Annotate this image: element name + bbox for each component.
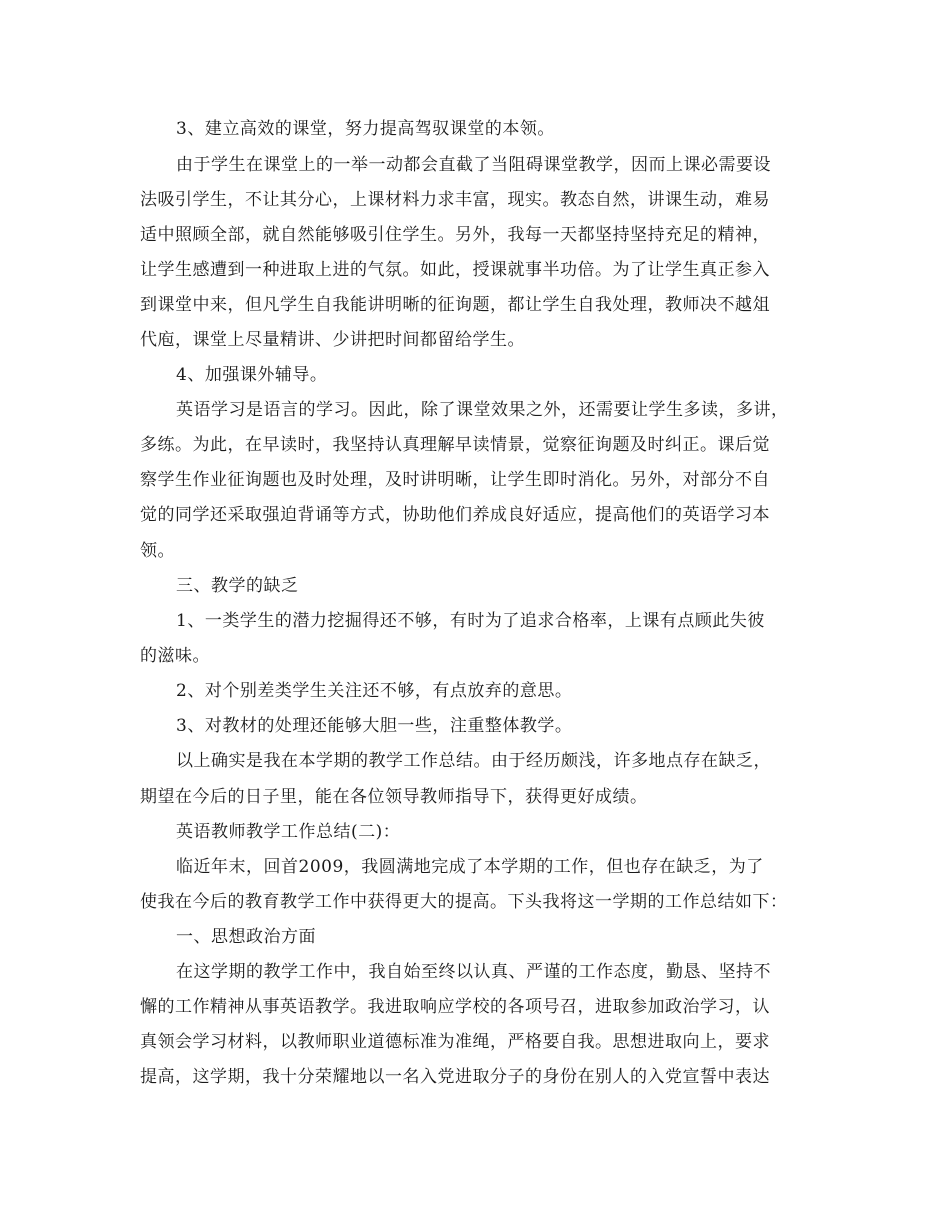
text-line: 在这学期的教学工作中，我自始至终以认真、严谨的工作态度，勤恳、坚持不 xyxy=(176,962,771,982)
text-line: 领。 xyxy=(140,541,175,561)
text-line: 一、思想政治方面 xyxy=(176,927,316,947)
text-line: 英语教师教学工作总结(二)： xyxy=(176,822,401,842)
text-line: 多练。为此，在早读时，我坚持认真理解早读情景，觉察征询题及时纠正。课后觉 xyxy=(140,435,770,455)
text-line: 懈的工作精神从事英语教学。我进取响应学校的各项号召，进取参加政治学习，认 xyxy=(140,997,770,1017)
text-line: 4、加强课外辅导。 xyxy=(176,365,328,385)
text-line: 1、一类学生的潜力挖掘得还不够，有时为了追求合格率，上课有点顾此失彼 xyxy=(176,611,765,631)
text-line: 临近年末，回首2009，我圆满地完成了本学期的工作，但也存在缺乏，为了 xyxy=(176,857,764,877)
text-line: 的滋味。 xyxy=(140,646,210,666)
text-line: 2、对个别差类学生关注还不够，有点放弃的意思。 xyxy=(176,681,573,701)
text-line: 代庖，课堂上尽量精讲、少讲把时间都留给学生。 xyxy=(140,330,525,350)
text-line: 提高，这学期，我十分荣耀地以一名入党进取分子的身份在别人的入党宣誓中表达 xyxy=(140,1067,770,1087)
text-line: 3、对教材的处理还能够大胆一些，注重整体教学。 xyxy=(176,716,573,736)
text-line: 到课堂中来，但凡学生自我能讲明晰的征询题，都让学生自我处理，教师决不越俎 xyxy=(140,295,770,315)
text-line: 以上确实是我在本学期的教学工作总结。由于经历颇浅，许多地点存在缺乏， xyxy=(176,751,771,771)
text-line: 由于学生在课堂上的一举一动都会直截了当阻碍课堂教学，因而上课必需要设 xyxy=(176,155,771,175)
text-line: 三、教学的缺乏 xyxy=(176,576,299,596)
text-line: 适中照顾全部，就自然能够吸引住学生。另外，我每一天都坚持坚持充足的精神， xyxy=(140,225,770,245)
text-line: 期望在今后的日子里，能在各位领导教师指导下，获得更好成绩。 xyxy=(140,787,648,807)
text-line: 使我在今后的教育教学工作中获得更大的提高。下头我将这一学期的工作总结如下： xyxy=(140,892,788,912)
text-line: 3、建立高效的课堂，努力提高驾驭课堂的本领。 xyxy=(176,119,555,139)
text-line: 法吸引学生，不让其分心，上课材料力求丰富，现实。教态自然，讲课生动，难易 xyxy=(140,190,770,210)
text-line: 察学生作业征询题也及时处理，及时讲明晰，让学生即时消化。另外，对部分不自 xyxy=(140,470,770,490)
text-line: 让学生感遭到一种进取上进的气氛。如此，授课就事半功倍。为了让学生真正参入 xyxy=(140,260,770,280)
text-line: 英语学习是语言的学习。因此，除了课堂效果之外，还需要让学生多读，多讲， xyxy=(176,400,789,420)
text-line: 觉的同学还采取强迫背诵等方式，协助他们养成良好适应，提高他们的英语学习本 xyxy=(140,505,770,525)
text-line: 真领会学习材料，以教师职业道德标准为准绳，严格要自我。思想进取向上，要求 xyxy=(140,1032,770,1052)
